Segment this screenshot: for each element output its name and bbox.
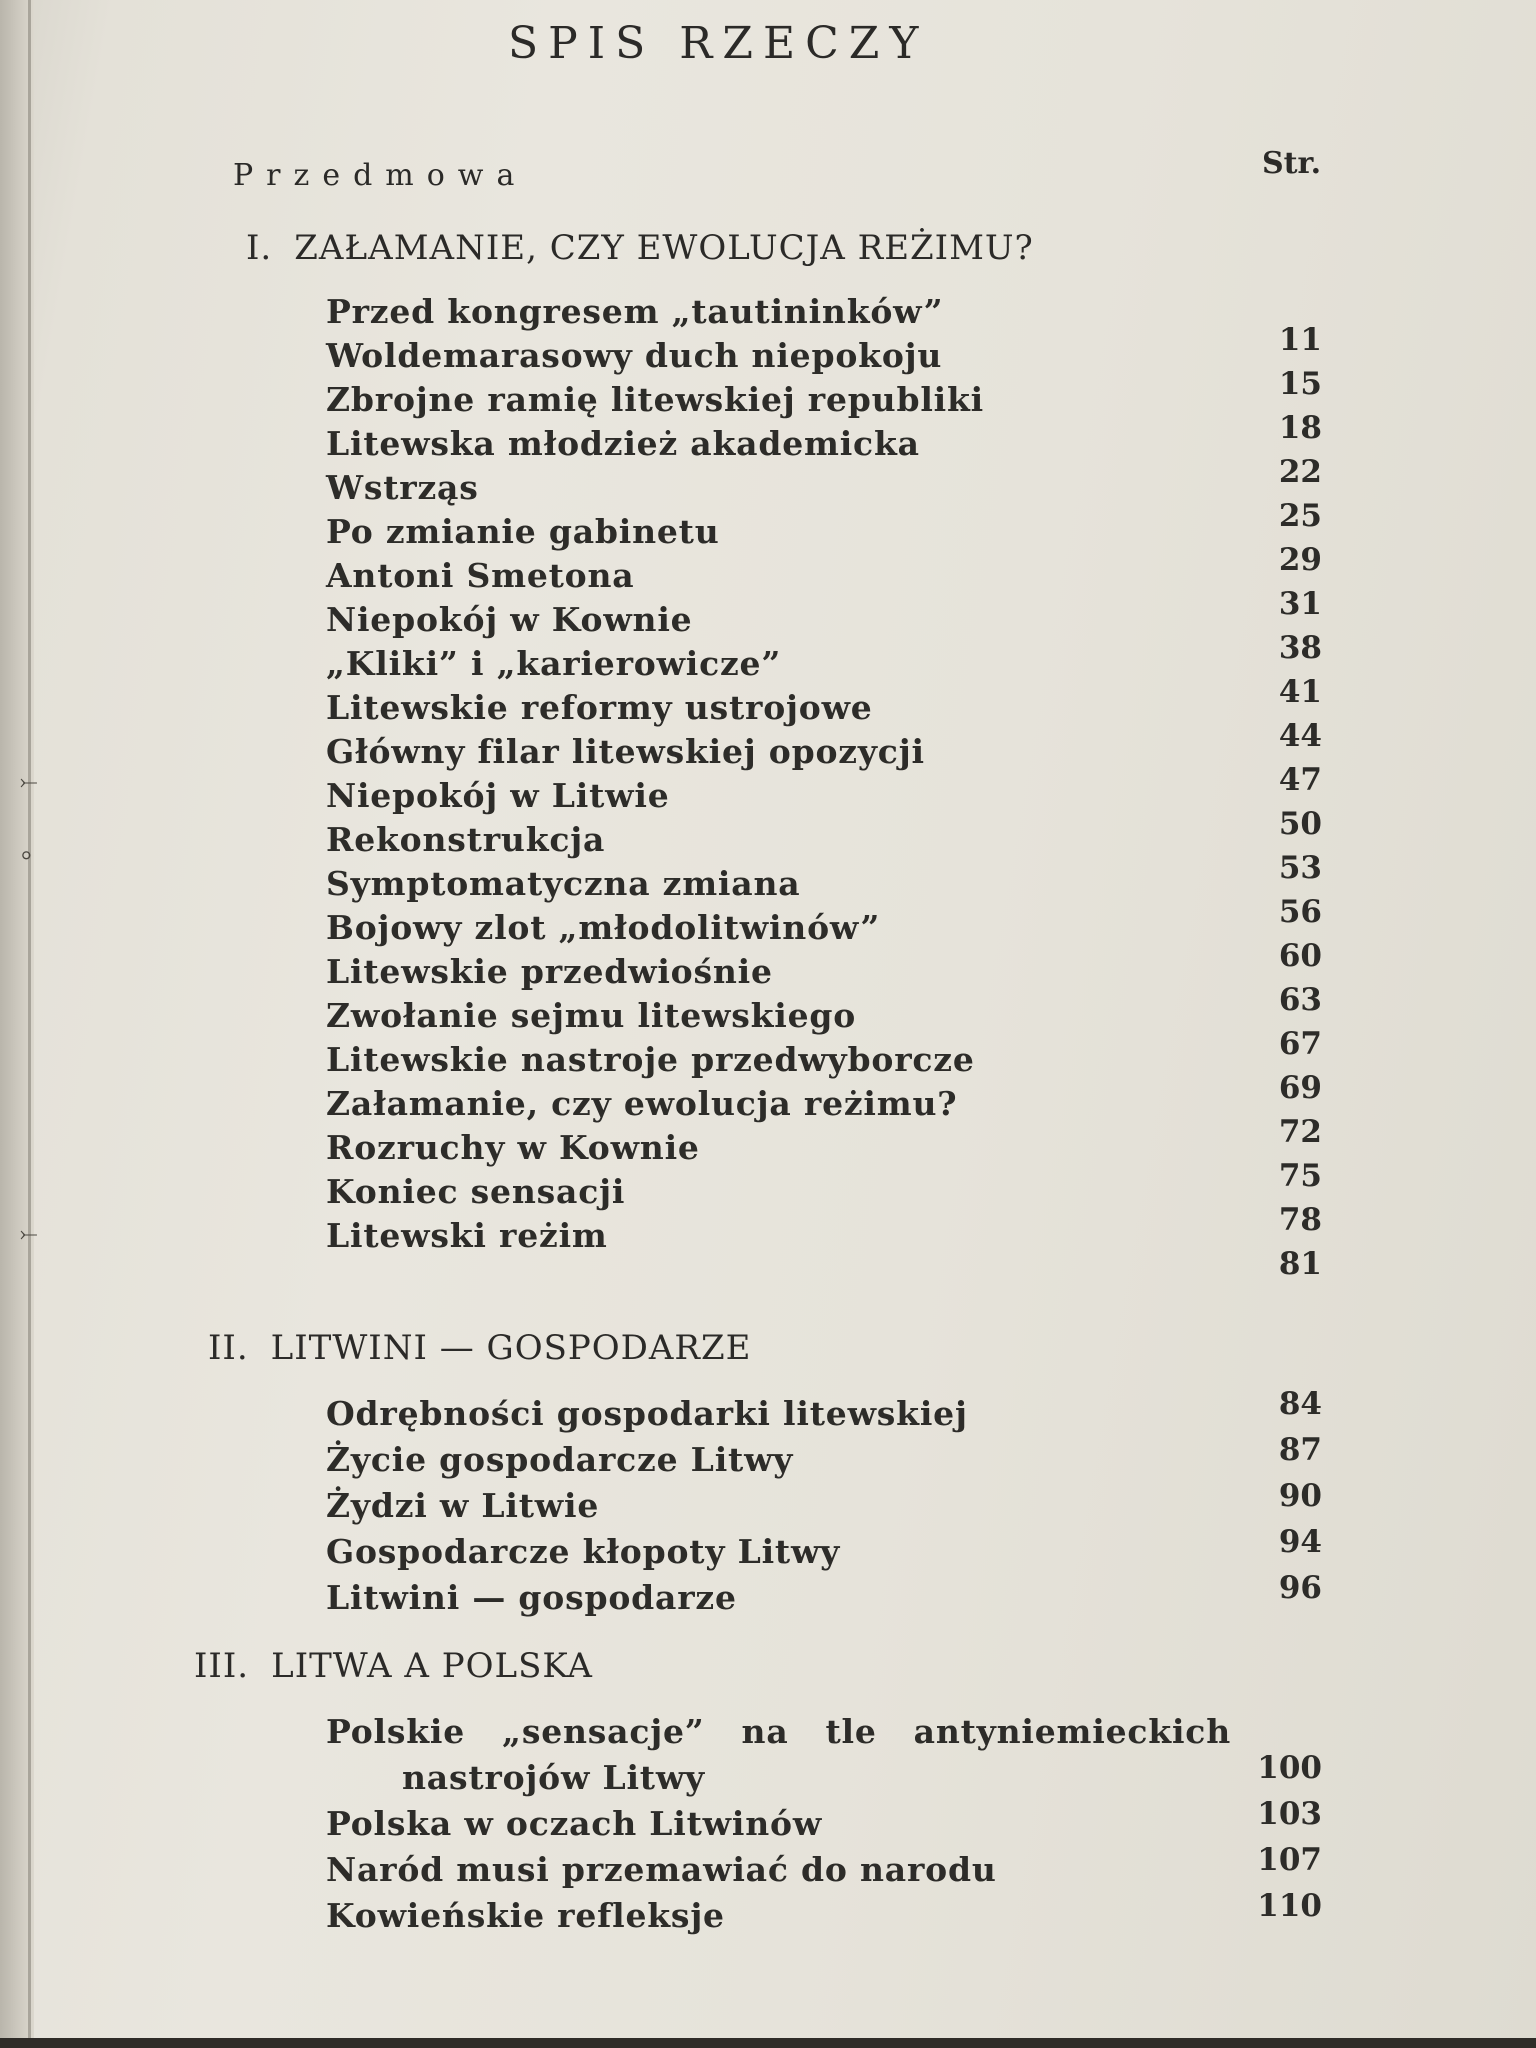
toc-page-number: 15	[1278, 366, 1322, 402]
toc-entry: Zwołanie sejmu litewskiego	[326, 996, 857, 1035]
toc-entry-word: „sensacje”	[502, 1712, 705, 1751]
toc-page-number: 84	[1278, 1386, 1322, 1422]
section-title: ZAŁAMANIE, CZY EWOLUCJA REŻIMU?	[294, 228, 1034, 268]
binding-thread-mark: ⸰	[20, 844, 33, 869]
toc-entry: Niepokój w Litwie	[326, 776, 670, 815]
toc-page-number: 94	[1278, 1524, 1322, 1560]
toc-page-number: 103	[1257, 1796, 1322, 1832]
binding-thread-mark: ⤚	[20, 770, 38, 795]
toc-entry: Polska w oczach Litwinów	[326, 1804, 823, 1843]
toc-page-number: 25	[1278, 498, 1322, 534]
toc-entry: Litewskie przedwiośnie	[326, 952, 773, 991]
toc-page-number: 60	[1278, 938, 1322, 974]
page-column-label: Str.	[1262, 146, 1322, 181]
section-heading	[246, 228, 1034, 268]
toc-entry: Wstrząs	[326, 468, 479, 507]
toc-entry: Główny filar litewskiej opozycji	[326, 732, 925, 771]
intro-entry: Przedmowa	[233, 158, 528, 193]
toc-entry: Antoni Smetona	[326, 556, 635, 595]
toc-page-number: 53	[1278, 850, 1322, 886]
toc-entry-word: Polskie	[326, 1712, 466, 1751]
section-heading	[208, 1328, 751, 1368]
section-number: III.	[194, 1646, 250, 1686]
toc-page-number: 75	[1278, 1158, 1322, 1194]
binding-thread-mark: ⤚	[20, 1222, 38, 1247]
toc-entry: Bojowy zlot „młodolitwinów”	[326, 908, 881, 947]
toc-page-number: 96	[1278, 1570, 1322, 1606]
toc-page-number: 69	[1278, 1070, 1322, 1106]
toc-page-number: 31	[1278, 586, 1322, 622]
toc-entry: Gospodarcze kłopoty Litwy	[326, 1532, 841, 1571]
toc-page-number: 63	[1278, 982, 1322, 1018]
toc-page-number: 107	[1257, 1842, 1322, 1878]
toc-entry: Przed kongresem „tautininków”	[326, 292, 944, 331]
toc-entry: Litewska młodzież akademicka	[326, 424, 920, 463]
section-number: II.	[208, 1328, 249, 1368]
toc-page-number: 41	[1278, 674, 1322, 710]
toc-entry-continuation: nastrojów Litwy	[402, 1758, 706, 1797]
toc-page-number: 18	[1278, 410, 1322, 446]
page-title: SPIS RZECZY	[508, 18, 929, 69]
section-heading	[194, 1646, 593, 1686]
toc-entry: Koniec sensacji	[326, 1172, 626, 1211]
toc-page-number: 72	[1278, 1114, 1322, 1150]
toc-entry-word: na	[741, 1712, 789, 1751]
toc-entry: Woldemarasowy duch niepokoju	[326, 336, 943, 375]
toc-page-number: 29	[1278, 542, 1322, 578]
toc-entry: Odrębności gospodarki litewskiej	[326, 1394, 968, 1433]
toc-entry: Niepokój w Kownie	[326, 600, 693, 639]
binding-line	[28, 0, 31, 2048]
toc-entry: Kowieńskie refleksje	[326, 1896, 725, 1935]
toc-entry: Rozruchy w Kownie	[326, 1128, 700, 1167]
toc-page-number: 81	[1278, 1246, 1322, 1282]
toc-page-number: 56	[1278, 894, 1322, 930]
section-title: LITWINI — GOSPODARZE	[270, 1328, 752, 1368]
toc-page-number: 11	[1278, 322, 1322, 358]
toc-page-number: 22	[1278, 454, 1322, 490]
toc-page-number: 100	[1257, 1750, 1322, 1786]
toc-entry: Symptomatyczna zmiana	[326, 864, 801, 903]
toc-entry: Litewskie nastroje przedwyborcze	[326, 1040, 975, 1079]
toc-entry: Litewskie reformy ustrojowe	[326, 688, 873, 727]
toc-entry-word: antyniemieckich	[913, 1712, 1231, 1751]
toc-page-number: 90	[1278, 1478, 1322, 1514]
toc-page-number: 110	[1257, 1888, 1322, 1924]
toc-entry: Żydzi w Litwie	[326, 1486, 600, 1525]
toc-page-number: 50	[1278, 806, 1322, 842]
toc-entry: Po zmianie gabinetu	[326, 512, 720, 551]
toc-entry: Załamanie, czy ewolucja reżimu?	[326, 1084, 958, 1123]
toc-entry	[326, 1712, 1231, 1751]
toc-page-number: 44	[1278, 718, 1322, 754]
toc-entry: Naród musi przemawiać do narodu	[326, 1850, 997, 1889]
toc-page-number: 67	[1278, 1026, 1322, 1062]
toc-entry: „Kliki” i „karierowicze”	[326, 644, 782, 683]
toc-page-number: 47	[1278, 762, 1322, 798]
toc-page-number: 78	[1278, 1202, 1322, 1238]
toc-page-number: 87	[1278, 1432, 1322, 1468]
toc-entry: Litewski reżim	[326, 1216, 608, 1255]
toc-entry: Rekonstrukcja	[326, 820, 606, 859]
page-bottom-edge	[0, 2038, 1536, 2048]
toc-page-number: 38	[1278, 630, 1322, 666]
section-number: I.	[246, 228, 273, 268]
toc-entry: Życie gospodarcze Litwy	[326, 1440, 794, 1479]
toc-entry-word: tle	[825, 1712, 877, 1751]
section-title: LITWA A POLSKA	[271, 1646, 593, 1686]
toc-entry: Zbrojne ramię litewskiej republiki	[326, 380, 985, 419]
toc-entry: Litwini — gospodarze	[326, 1578, 737, 1617]
